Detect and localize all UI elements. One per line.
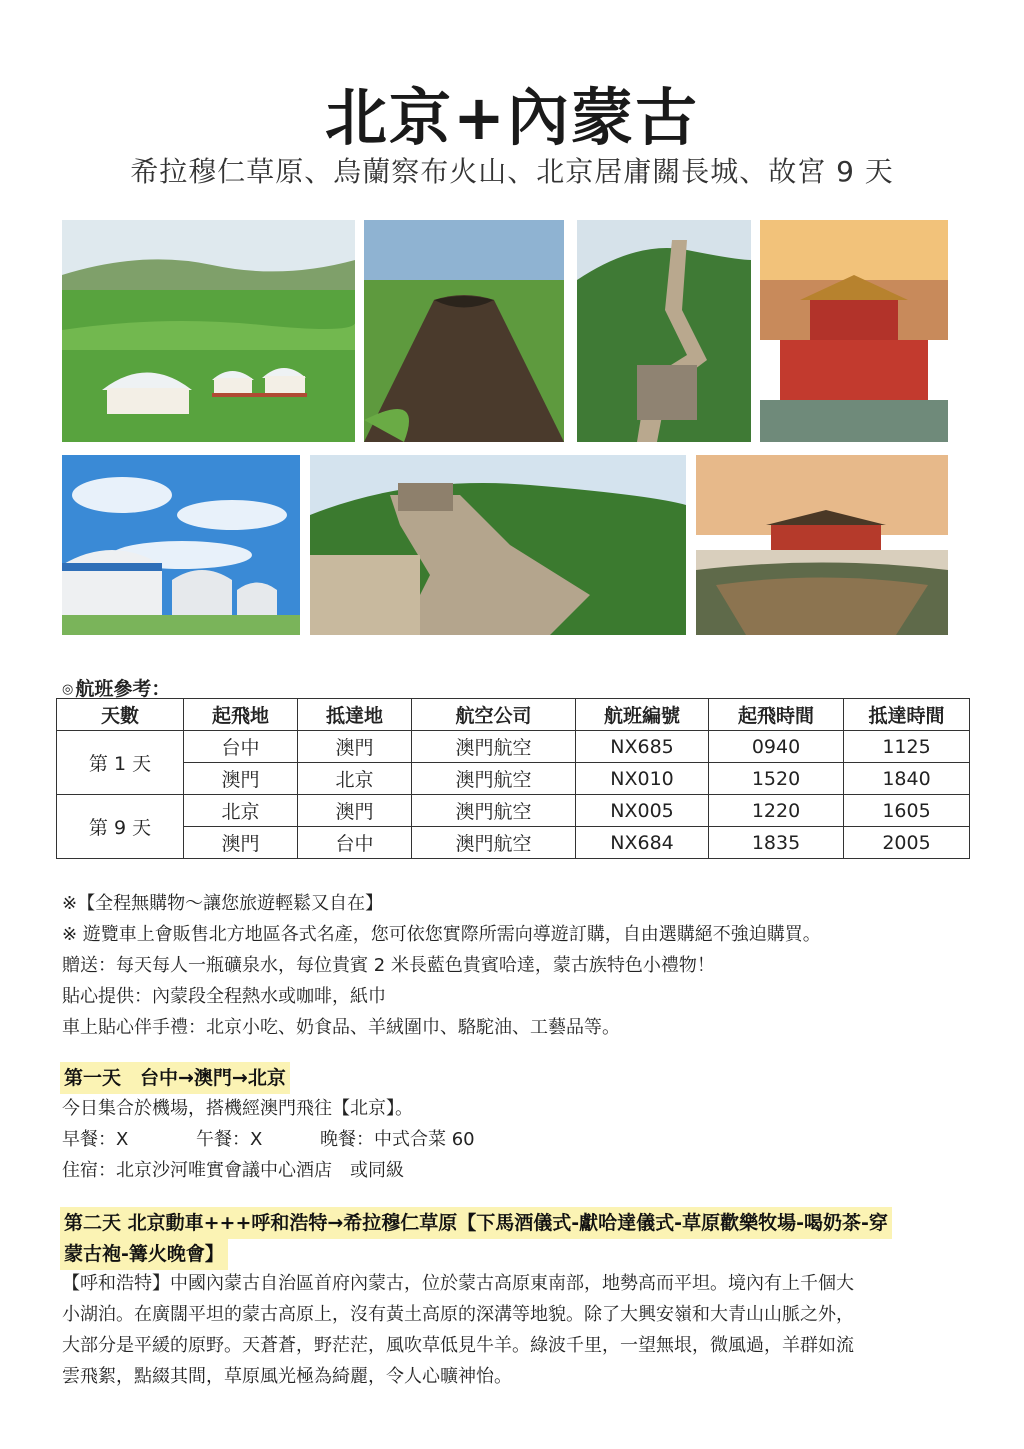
day1-description: 今日集合於機場，搭機經澳門飛往【北京】。 <box>62 1098 413 1119</box>
note-line: ※【全程無購物～讓您旅遊輕鬆又自在】 <box>62 893 384 914</box>
breakfast-info: 早餐：X <box>62 1129 129 1150</box>
table-cell: NX685 <box>576 731 709 763</box>
page-subtitle: 希拉穆仁草原、烏蘭察布火山、北京居庸關長城、故宮 9 天 <box>130 155 894 188</box>
flight-table-header-row <box>57 699 970 731</box>
table-cell: NX005 <box>576 795 709 827</box>
table-cell: 台中 <box>298 827 412 859</box>
day2-paragraph-line: 大部分是平緩的原野。天蒼蒼，野茫茫，風吹草低見牛羊。綠波千里，一望無垠，微風過，羊群如流 <box>62 1335 854 1356</box>
table-cell: 澳門 <box>298 795 412 827</box>
day2-paragraph-line: 【呼和浩特】中國內蒙古自治區首府內蒙古，位於蒙古高原東南部，地勢高而平坦。境內有上千個大 <box>62 1273 854 1294</box>
flight-label-mark: ◎ <box>62 682 74 697</box>
table-cell: 澳門航空 <box>412 795 576 827</box>
dinner-info: 晚餐：中式合菜 60 <box>320 1129 475 1150</box>
note-line: 車上貼心伴手禮：北京小吃、奶食品、羊絨圍巾、駱駝油、工藝品等。 <box>62 1017 620 1038</box>
table-cell: 澳門航空 <box>412 763 576 795</box>
note-line: ※ 遊覽車上會販售北方地區各式名產，您可依您實際所需向導遊訂購，自由選購絕不強迫購買。 <box>62 924 821 945</box>
table-cell: 澳門 <box>298 731 412 763</box>
table-row <box>57 795 970 827</box>
flight-label-text: 航班參考： <box>75 678 171 700</box>
table-cell: 0940 <box>709 731 844 763</box>
table-cell: 北京 <box>298 763 412 795</box>
table-cell: 1125 <box>844 731 970 763</box>
header-cell: 航空公司 <box>412 699 576 731</box>
header-cell: 抵達地 <box>298 699 412 731</box>
day2-paragraph-line: 雲飛絮，點綴其間，草原風光極為綺麗，令人心曠神怡。 <box>62 1366 512 1387</box>
table-cell: 1605 <box>844 795 970 827</box>
day-cell: 第 1 天 <box>57 731 184 795</box>
day1-heading: 第一天 台中→澳門→北京 <box>60 1062 290 1094</box>
table-cell: 2005 <box>844 827 970 859</box>
page-title: 北京+內蒙古 <box>325 81 699 154</box>
day2-paragraph-line: 小湖泊。在廣闊平坦的蒙古高原上，沒有黃土高原的深溝等地貌。除了大興安嶺和大青山山脈之外， <box>62 1304 854 1325</box>
header-cell: 起飛時間 <box>709 699 844 731</box>
photo-forbidden-city-1 <box>760 220 948 442</box>
day1-body <box>62 1093 475 1186</box>
table-cell: 澳門航空 <box>412 731 576 763</box>
table-cell: NX684 <box>576 827 709 859</box>
day2-body <box>62 1268 854 1392</box>
flight-reference-label <box>62 674 170 701</box>
photo-great-wall-2 <box>310 455 686 635</box>
day1-hotel: 住宿：北京沙河唯實會議中心酒店 或同級 <box>62 1160 404 1181</box>
note-line: 贈送：每天每人一瓶礦泉水，每位貴賓 2 米長藍色貴賓哈達，蒙古族特色小禮物！ <box>62 955 715 976</box>
day2-heading-line1: 第二天 北京動車+++呼和浩特→希拉穆仁草原【下馬酒儀式-獻哈達儀式-草原歡樂牧場-喝奶茶-穿 <box>60 1207 892 1239</box>
day-cell: 第 9 天 <box>57 795 184 859</box>
table-cell: 北京 <box>184 795 298 827</box>
table-cell: 澳門 <box>184 827 298 859</box>
table-row <box>57 827 970 859</box>
header-cell: 航班編號 <box>576 699 709 731</box>
table-cell: 1840 <box>844 763 970 795</box>
day2-heading-line2: 蒙古袍-篝火晚會】 <box>60 1238 228 1270</box>
photo-forbidden-city-2 <box>696 455 948 635</box>
header-cell: 起飛地 <box>184 699 298 731</box>
table-cell: 澳門 <box>184 763 298 795</box>
table-cell: 澳門航空 <box>412 827 576 859</box>
table-row <box>57 731 970 763</box>
table-cell: 1220 <box>709 795 844 827</box>
lunch-info: 午餐：X <box>196 1129 263 1150</box>
table-row <box>57 763 970 795</box>
photo-grassland-yurts <box>62 220 355 442</box>
photo-yurts-sky <box>62 455 300 635</box>
photo-volcano <box>364 220 564 442</box>
table-cell: 1520 <box>709 763 844 795</box>
table-cell: 1835 <box>709 827 844 859</box>
header-cell: 天數 <box>57 699 184 731</box>
day1-meals <box>62 1124 475 1155</box>
flight-table <box>56 698 970 859</box>
note-line: 貼心提供：內蒙段全程熱水或咖啡，紙巾 <box>62 986 386 1007</box>
table-cell: 台中 <box>184 731 298 763</box>
photo-great-wall-1 <box>577 220 751 442</box>
table-cell: NX010 <box>576 763 709 795</box>
header-cell: 抵達時間 <box>844 699 970 731</box>
trip-notes <box>62 888 962 1043</box>
